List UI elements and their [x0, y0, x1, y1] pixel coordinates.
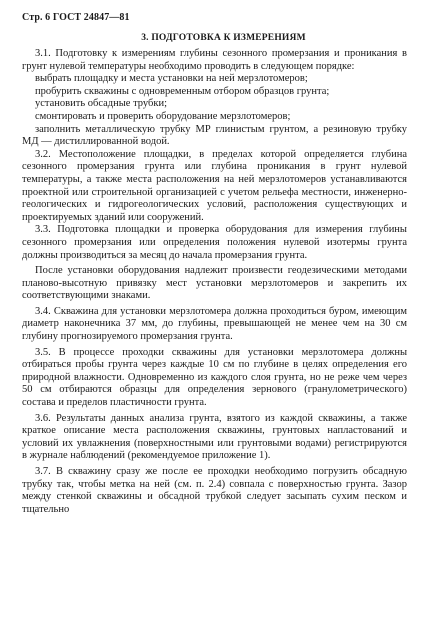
paragraph-3-6: 3.6. Результаты данных анализа грунта, взятого из каждой скважины, а также краткое описание места расположения скважины, грунтовых напластований и условий их увлажнения (поверхностными или грунтовыми водами) регистрируются в журнале наблюдений (рекомендуемое приложение 1). [22, 412, 407, 462]
paragraph-3-7: 3.7. В скважину сразу же после ее проходки необходимо погрузить обсадную трубку так, чтобы метка на ней (см. п. 2.4) совпала с поверхностью грунта. Зазор между стенкой скважины и обсадной трубкой следует засыпать сухим песком и тщательно [22, 466, 407, 515]
paragraph-3-5: 3.5. В процессе проходки скважины для установки мерзлотомера должны отбираться пробы грунта через каждые 10 см по глубине в целях определения его природной влажности. Одновременно из каждого слоя грунта, но не реже чем через 50 см отбираются образцы для определения зернового (гранулометрического) состава и пределов пластичности грунта. [22, 346, 407, 409]
list-item-fill-tubes: заполнить металлическую трубку МР глинистым грунтом, а резиновую трубку МД — дистиллированной водой. [22, 123, 407, 148]
paragraph-3-1: 3.1. Подготовку к измерениям глубины сезонного промерзания и проникания в грунт нулевой температуры необходимо проводить в следующем порядке: [22, 48, 407, 72]
section-title: 3. ПОДГОТОВКА К ИЗМЕРЕНИЯМ [141, 33, 306, 43]
paragraph-3-2: 3.2. Местоположение площадки, в пределах которой определяется глубина сезонного промерзания грунта или глубина проникания в грунт нулевой температуры, а также места расположения на ней мерзлотомеров устанавливаются проектной или строительной организацией с учетом рельефа местности, инженерно-геологических и гидрогеологических условий, расположения существующих и проектируемых зданий или сооружений. [22, 148, 407, 223]
paragraph-after-installation: После установки оборудования надлежит произвести геодезическими методами планово-высотную привязку мест установки мерзлотомеров и закрепить их соответствующими знаками. [22, 265, 407, 302]
paragraph-3-3: 3.3. Подготовка площадки и проверка оборудования для измерения глубины сезонного промерзания или определения положения нулевой изотермы грунта должны производиться за месяц до начала промерзания грунта. [22, 224, 407, 261]
list-item-install-casing: установить обсадные трубки; [35, 98, 167, 110]
paragraph-3-4: 3.4. Скважина для установки мерзлотомера должна проходиться буром, имеющим диаметр наконечника 37 мм, до глубины, превышающей не менее чем на 30 см глубину прогнозируемого промерзания грунта. [22, 305, 407, 343]
document-page [22, 12, 407, 516]
list-item-select-site: выбрать площадку и места установки на ней мерзлотомеров; [35, 73, 308, 85]
document-body [22, 48, 407, 516]
list-item-drill-wells: пробурить скважины с одновременным отбором образцов грунта; [35, 85, 330, 97]
list-item-mount-equipment: смонтировать и проверить оборудование мерзлотомеров; [35, 110, 291, 122]
page-header: Стр. 6 ГОСТ 24847—81 [22, 12, 130, 23]
